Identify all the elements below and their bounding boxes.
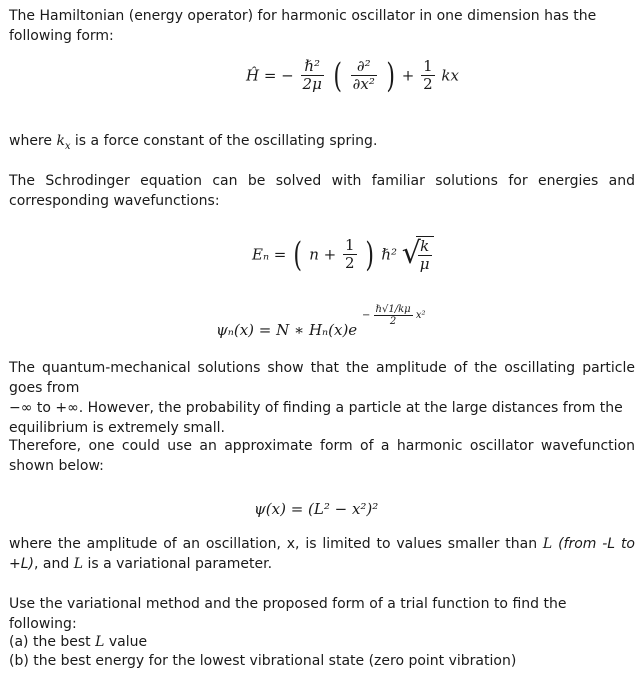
trial-function: ψ(x) = (L² − x²)² — [254, 500, 379, 518]
qm-paragraph — [9, 358, 635, 438]
amplitude-paragraph — [9, 534, 635, 574]
amplitude-text-3: is a variational parameter. — [83, 556, 273, 572]
exponent-x-squared: x² — [415, 310, 426, 321]
fraction-numerator: ℏ² — [301, 58, 324, 76]
exponent-minus: − — [361, 310, 371, 321]
fraction-denominator: 2 — [344, 254, 355, 272]
left-paren: ( — [293, 234, 303, 275]
fraction-denominator: ∂x² — [352, 75, 375, 93]
fraction-numerator: ℏ√1/kμ — [375, 304, 411, 315]
kx-subscript: x — [64, 140, 71, 152]
qm-line-3: equilibrium is extremely small. — [9, 420, 225, 436]
energy-equation — [252, 236, 434, 273]
item-a-suffix: value — [104, 634, 148, 650]
left-paren: ( — [332, 55, 342, 96]
fraction-denominator: μ — [419, 255, 430, 273]
plus-sign: + — [401, 66, 415, 85]
qm-line-2: −∞ to +∞. However, the probability of finding a particle at the large distances from the — [9, 400, 623, 416]
schrodinger-paragraph: The Schrodinger equation can be solved with familiar solutions for energies and corresponding wavefunctions: — [9, 173, 635, 209]
kx-suffix: is a force constant of the oscillating spring. — [70, 133, 378, 149]
exponent-fraction — [374, 304, 413, 327]
amplitude-text-1: where the amplitude of an oscillation, x, is limited to values smaller than — [9, 536, 543, 552]
one-half-fraction — [343, 237, 357, 272]
hamiltonian-lhs: Ĥ = − — [246, 66, 294, 85]
hbar-over-2mu-fraction — [301, 58, 324, 93]
therefore-paragraph: Therefore, one could use an approximate form of a harmonic oscillator wavefunction shown below: — [9, 438, 635, 474]
fraction-denominator: 2μ — [302, 75, 322, 93]
item-a-L: L — [95, 634, 105, 650]
qm-line-1: The quantum-mechanical solutions show that the amplitude of the oscillating particle goes from — [9, 360, 635, 396]
fraction-numerator: 1 — [423, 57, 433, 75]
intro-paragraph: The Hamiltonian (energy operator) for harmonic oscillator in one dimension has the following form: — [9, 8, 597, 44]
force-constant-paragraph — [9, 131, 635, 157]
kx-prefix: where — [9, 133, 57, 149]
amplitude-L-2: L — [73, 556, 83, 572]
fraction-denominator: 2 — [423, 75, 433, 93]
sqrt-k-over-mu — [402, 236, 434, 273]
amplitude-range: (from -L to +L) — [9, 536, 635, 572]
energy-hbar: ℏ² — [381, 245, 398, 264]
fraction-numerator: ∂² — [351, 58, 377, 76]
right-paren: ) — [365, 234, 375, 275]
hamiltonian-equation — [246, 55, 459, 96]
item-b: (b) the best energy for the lowest vibrational state (zero point vibration) — [9, 653, 517, 669]
one-half-fraction — [421, 58, 435, 93]
kx-symbol: k — [56, 133, 65, 149]
fraction-numerator: 1 — [344, 236, 355, 254]
amplitude-L: L — [542, 536, 553, 552]
energy-lhs: Eₙ = — [252, 245, 292, 264]
second-derivative-fraction — [351, 58, 377, 93]
hamiltonian-tail: kx — [441, 66, 459, 85]
wavefunction-lhs: ψₙ(x) = N ∗ Hₙ(x)e — [216, 321, 358, 339]
item-a-prefix: (a) the best — [9, 634, 96, 650]
radical-icon: √ — [401, 236, 421, 271]
variational-paragraph: Use the variational method and the proposed form of a trial function to find the following: — [9, 596, 567, 632]
energy-n-plus: n + — [309, 245, 341, 264]
fraction-denominator: 2 — [389, 316, 397, 327]
amplitude-text-2: , and — [34, 556, 74, 572]
item-a — [9, 632, 635, 652]
wavefunction-exponent — [362, 304, 426, 327]
fraction-numerator: k — [418, 238, 432, 256]
wavefunction-equation — [216, 304, 425, 340]
trial-function-equation — [254, 499, 378, 519]
right-paren: ) — [386, 55, 395, 96]
